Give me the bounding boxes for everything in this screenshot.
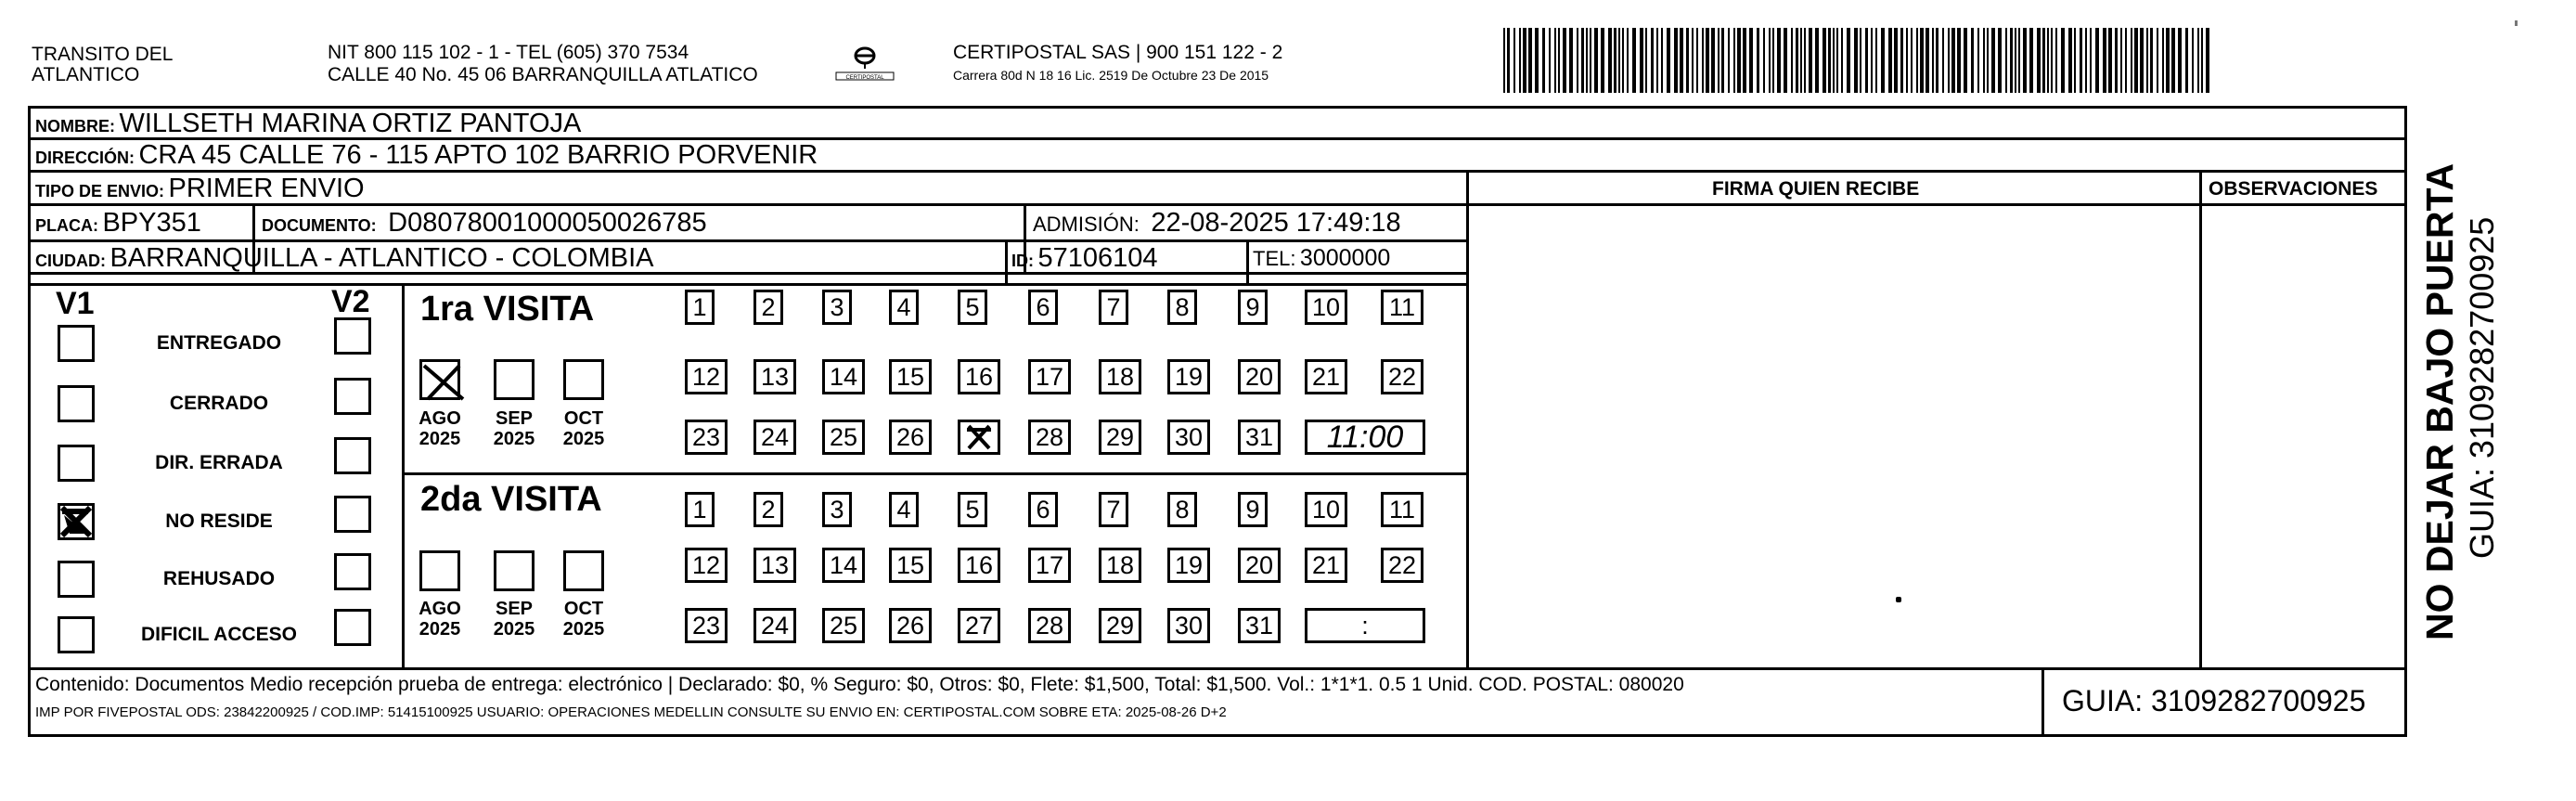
time-box[interactable]: 11:00 <box>1305 420 1425 455</box>
v1-checkbox[interactable] <box>58 445 95 482</box>
id-label: ID: <box>1011 252 1034 270</box>
status-option-label: CERRADO <box>169 393 269 414</box>
barcode-bar <box>1535 28 1539 93</box>
barcode-bar <box>2080 28 2082 93</box>
day-box[interactable]: 20 <box>1238 359 1281 394</box>
svg-text:CERTIPOSTAL: CERTIPOSTAL <box>845 75 884 81</box>
ciudad-value: BARRANQUILLA - ATLANTICO - COLOMBIA <box>109 243 654 273</box>
barcode-bar <box>1608 28 1612 93</box>
barcode-bar <box>1881 28 1885 93</box>
barcode-bar <box>1721 28 1724 93</box>
barcode-bar <box>2018 28 2020 93</box>
barcode-bar <box>1706 28 1709 93</box>
barcode-bar <box>1951 28 1955 93</box>
day-box[interactable]: 31 <box>1238 608 1281 643</box>
barcode-bar <box>1601 28 1604 93</box>
barcode-bar <box>2055 28 2057 93</box>
barcode-bar <box>1936 28 1938 93</box>
barcode-bar <box>1854 28 1858 93</box>
barcode-bar <box>1622 28 1624 93</box>
barcode-bar <box>1911 28 1913 93</box>
direccion-label: DIRECCIÓN: <box>35 149 135 167</box>
check-mark-icon <box>60 506 92 537</box>
day-box[interactable]: 16 <box>958 359 1000 394</box>
barcode-bar <box>1977 28 1979 93</box>
hand-mark-icon <box>965 422 993 452</box>
barcode-bar <box>1900 28 1903 93</box>
barcode-bar <box>1558 28 1560 93</box>
barcode-bar <box>2047 28 2049 93</box>
barcode-bar <box>2005 28 2007 93</box>
barcode-bar <box>1757 28 1759 93</box>
barcode-bar <box>1528 28 1532 93</box>
barcode-bar <box>1894 28 1898 93</box>
barcode-bar <box>2090 28 2092 93</box>
direccion-value: CRA 45 CALLE 76 - 115 APTO 102 BARRIO PORVENIR <box>138 140 818 170</box>
time-box[interactable]: : <box>1305 608 1425 643</box>
firma-header: FIRMA QUIEN RECIBE <box>1712 178 1920 200</box>
id-value: 57106104 <box>1037 243 1158 273</box>
barcode-bar <box>1513 28 1515 93</box>
barcode-bar <box>1523 28 1526 93</box>
day-box[interactable]: 19 <box>1167 359 1210 394</box>
day-box[interactable]: 23 <box>685 420 728 455</box>
month-checkbox[interactable] <box>419 359 460 400</box>
barcode-bar <box>1809 28 1812 93</box>
barcode-bar <box>1777 28 1781 93</box>
month-checkbox[interactable] <box>494 550 535 591</box>
stray-mark <box>1896 597 1901 602</box>
ciudad-row <box>35 243 654 274</box>
month-label: OCT 2025 <box>562 599 605 640</box>
id-row <box>1011 243 1157 274</box>
day-box[interactable]: 7 <box>1099 290 1128 325</box>
barcode-bar <box>1618 28 1620 93</box>
barcode-bar <box>1507 28 1510 93</box>
barcode-bar <box>2085 28 2087 93</box>
barcode-bar <box>2125 28 2127 93</box>
barcode-bar <box>1569 28 1573 93</box>
barcode-bar <box>1847 28 1850 93</box>
tel-label: TEL: <box>1253 247 1296 270</box>
v1-checkbox[interactable] <box>58 385 95 422</box>
day-box[interactable]: 23 <box>685 608 728 643</box>
month-label: AGO 2025 <box>419 408 461 449</box>
day-box[interactable]: 3 <box>822 492 852 527</box>
status-option-label: NO RESIDE <box>165 510 273 532</box>
v2-checkbox[interactable] <box>334 378 371 415</box>
month-checkbox[interactable] <box>419 550 460 591</box>
stray-mark-top <box>2515 20 2518 26</box>
barcode-bar <box>2131 28 2132 93</box>
barcode-bar <box>2103 28 2106 93</box>
barcode-bar <box>1971 28 1974 93</box>
barcode-bar <box>2023 28 2027 93</box>
org-name-line1: TRANSITO DEL <box>32 44 174 65</box>
day-box[interactable]: 8 <box>1167 290 1197 325</box>
barcode-bar <box>1651 28 1654 93</box>
barcode-bar <box>1871 28 1873 93</box>
barcode-bar <box>2150 28 2153 93</box>
barcode-bar <box>2146 28 2148 93</box>
footer-guia: GUIA: 3109282700925 <box>2062 684 2366 717</box>
month-label: SEP 2025 <box>493 599 535 640</box>
barcode-bar <box>1632 28 1636 93</box>
day-box[interactable]: 1 <box>685 492 715 527</box>
barcode-bar <box>1964 28 1967 93</box>
day-box[interactable]: 7 <box>1099 492 1128 527</box>
day-box[interactable]: 2 <box>753 492 783 527</box>
barcode-bar <box>2192 28 2194 93</box>
barcode-bar <box>1875 28 1877 93</box>
v1-checkbox[interactable] <box>58 561 95 598</box>
barcode-bar <box>1696 28 1698 93</box>
certipostal-logo <box>832 37 897 84</box>
day-box[interactable]: 5 <box>958 290 987 325</box>
day-box[interactable]: 14 <box>822 359 865 394</box>
barcode-bar <box>1645 28 1647 93</box>
day-box[interactable]: 10 <box>1305 492 1347 527</box>
barcode-bar <box>2029 28 2033 93</box>
day-box[interactable]: 27 <box>958 608 1000 643</box>
v2-checkbox[interactable] <box>334 553 371 590</box>
v1-checkbox[interactable] <box>58 325 95 362</box>
barcode-bar <box>1916 28 1918 93</box>
barcode-bar <box>1661 28 1663 93</box>
barcode-bar <box>1549 28 1551 93</box>
documento-label: DOCUMENTO: <box>262 216 377 235</box>
barcode-bar <box>2042 28 2045 93</box>
barcode-bar <box>1542 28 1545 93</box>
status-option-label: DIR. ERRADA <box>155 452 283 473</box>
org-name-line2: ATLANTICO <box>32 64 140 85</box>
barcode-bar <box>2157 28 2158 93</box>
barcode-bar <box>1563 28 1566 93</box>
tel-value: 3000000 <box>1299 245 1391 271</box>
barcode-bar <box>1702 28 1704 93</box>
footer-contenido: Contenido: Documentos Medio recepción prueba de entrega: electrónico | Declarado: $0, % Seguro: $0, Otros: $0, Flete: $1,500, Total: $1,500. Vol.: 1*1*1. 0.5 1 Unid. COD. POSTAL: 080020 <box>35 674 1684 695</box>
day-box[interactable]: 10 <box>1305 290 1347 325</box>
barcode-bar <box>2178 28 2182 93</box>
barcode-bar <box>2197 28 2199 93</box>
barcode-bar <box>2162 28 2164 93</box>
day-box[interactable]: 11 <box>1381 492 1423 527</box>
tipo-value: PRIMER ENVIO <box>168 174 365 203</box>
barcode-bar <box>2095 28 2099 93</box>
barcode-bar <box>1674 28 1678 93</box>
barcode-bar <box>1614 28 1616 93</box>
day-box[interactable]: 31 <box>1238 420 1281 455</box>
day-box[interactable]: 1 <box>685 290 715 325</box>
first-visit-title: 1ra VISITA <box>420 290 595 329</box>
day-box[interactable]: 30 <box>1167 608 1210 643</box>
barcode-bar <box>1860 28 1861 93</box>
direccion-row <box>35 140 818 171</box>
v2-header: V2 <box>331 284 370 319</box>
day-box[interactable]: 17 <box>1028 359 1071 394</box>
barcode-bar <box>1590 28 1591 93</box>
day-box[interactable] <box>958 420 1000 455</box>
admision-value: 22-08-2025 17:49:18 <box>1151 208 1401 238</box>
barcode-bar <box>2134 28 2138 93</box>
barcode-bar <box>1519 28 1521 93</box>
tipo-label: TIPO DE ENVIO: <box>35 182 165 200</box>
v2-checkbox[interactable] <box>334 317 371 355</box>
barcode-bar <box>1791 28 1793 93</box>
status-option-label: DIFICIL ACCESO <box>140 624 297 645</box>
nombre-label: NOMBRE: <box>35 117 115 136</box>
month-label: OCT 2025 <box>562 408 605 449</box>
day-box[interactable]: 18 <box>1099 548 1141 583</box>
day-box[interactable]: 22 <box>1381 359 1423 394</box>
barcode-bar <box>1577 28 1578 93</box>
barcode-bar <box>1926 28 1929 93</box>
day-box[interactable]: 6 <box>1028 290 1058 325</box>
barcode-bar <box>2051 28 2053 93</box>
barcode-bar <box>1957 28 1961 93</box>
side-warning: NO DEJAR BAJO PUERTA <box>2418 162 2461 640</box>
day-box[interactable]: 25 <box>822 608 865 643</box>
day-box[interactable]: 17 <box>1028 548 1071 583</box>
license-line: Carrera 80d N 18 16 Lic. 2519 De Octubre 23 De 2015 <box>953 68 1269 83</box>
barcode-bar <box>2206 28 2209 93</box>
day-box[interactable]: 6 <box>1028 492 1058 527</box>
day-box[interactable]: 4 <box>889 492 919 527</box>
barcode-bar <box>1948 28 1950 93</box>
barcode-bar <box>1680 28 1683 93</box>
day-box[interactable]: 20 <box>1238 548 1281 583</box>
day-box[interactable]: 15 <box>889 359 932 394</box>
side-guia: GUIA: 3109282700925 <box>2463 216 2501 559</box>
barcode-bar <box>1888 28 1892 93</box>
barcode-bar <box>1737 28 1741 93</box>
form-frame <box>28 106 2407 737</box>
day-box[interactable]: 22 <box>1381 548 1423 583</box>
barcode-bar <box>1796 28 1798 93</box>
day-box[interactable]: 29 <box>1099 420 1141 455</box>
barcode-bar <box>1586 28 1588 93</box>
barcode-bar <box>1800 28 1802 93</box>
barcode-bar <box>2108 28 2112 93</box>
day-box[interactable]: 25 <box>822 420 865 455</box>
barcode-bar <box>1763 28 1765 93</box>
day-box[interactable]: 24 <box>753 420 796 455</box>
month-checkbox[interactable] <box>494 359 535 400</box>
barcode-bar <box>1991 28 1995 93</box>
v1-checkbox[interactable] <box>58 616 95 653</box>
barcode-bar <box>1772 28 1774 93</box>
day-box[interactable]: 9 <box>1238 492 1268 527</box>
barcode-bar <box>1836 28 1838 93</box>
barcode-bar <box>1769 28 1771 93</box>
barcode-bar <box>1833 28 1835 93</box>
barcode-bar <box>1784 28 1787 93</box>
day-box[interactable]: 26 <box>889 420 932 455</box>
barcode-bar <box>2068 28 2072 93</box>
barcode-bar <box>2115 28 2118 93</box>
day-box[interactable]: 29 <box>1099 608 1141 643</box>
day-box[interactable]: 16 <box>958 548 1000 583</box>
status-option-label: REHUSADO <box>162 568 276 589</box>
day-box[interactable]: 11 <box>1381 290 1423 325</box>
barcode-bar <box>1718 28 1719 93</box>
placa-label: PLACA: <box>35 216 98 235</box>
day-box[interactable]: 2 <box>753 290 783 325</box>
v1-checkbox[interactable] <box>58 503 95 540</box>
admision-row <box>1033 208 1401 239</box>
barcode-bar <box>1841 28 1843 93</box>
barcode-bar <box>1728 28 1730 93</box>
day-box[interactable]: 12 <box>685 359 728 394</box>
nombre-row <box>35 109 581 139</box>
barcode-bar <box>1667 28 1670 93</box>
barcode-bar <box>1983 28 1985 93</box>
ciudad-label: CIUDAD: <box>35 252 106 270</box>
day-box[interactable]: 13 <box>753 359 796 394</box>
barcode-bar <box>1692 28 1694 93</box>
barcode-bar <box>1686 28 1689 93</box>
barcode-bar <box>1594 28 1598 93</box>
v2-checkbox[interactable] <box>334 437 371 474</box>
barcode-bar <box>1627 28 1629 93</box>
barcode-bar <box>1554 28 1556 93</box>
barcode-bar <box>2171 28 2175 93</box>
day-box[interactable]: 30 <box>1167 420 1210 455</box>
barcode-bar <box>1733 28 1735 93</box>
nit-line: NIT 800 115 102 - 1 - TEL (605) 370 7534 <box>328 42 689 63</box>
barcode-bar <box>2037 28 2041 93</box>
nombre-value: WILLSETH MARINA ORTIZ PANTOJA <box>119 109 582 138</box>
tipo-row <box>35 174 365 204</box>
day-box[interactable]: 18 <box>1099 359 1141 394</box>
month-label: AGO 2025 <box>419 599 461 640</box>
admision-label: ADMISIÓN: <box>1033 213 1140 236</box>
barcode-bar <box>2120 28 2122 93</box>
barcode-bar <box>1932 28 1934 93</box>
day-box[interactable]: 28 <box>1028 420 1071 455</box>
barcode-bar <box>1815 28 1819 93</box>
barcode-bar <box>1987 28 1989 93</box>
address-line: CALLE 40 No. 45 06 BARRANQUILLA ATLATICO <box>328 64 758 85</box>
barcode-bar <box>1823 28 1826 93</box>
day-box[interactable]: 15 <box>889 548 932 583</box>
month-checkbox[interactable] <box>563 550 604 591</box>
day-box[interactable]: 21 <box>1305 548 1347 583</box>
day-box[interactable]: 8 <box>1167 492 1197 527</box>
day-box[interactable]: 5 <box>958 492 987 527</box>
day-box[interactable]: 4 <box>889 290 919 325</box>
barcode-bar <box>1804 28 1806 93</box>
v2-checkbox[interactable] <box>334 496 371 533</box>
barcode-bar <box>1656 28 1658 93</box>
day-box[interactable]: 24 <box>753 608 796 643</box>
barcode-bar <box>1503 28 1505 93</box>
check-mark-icon <box>422 362 469 403</box>
second-visit-title: 2da VISITA <box>420 480 602 519</box>
day-box[interactable]: 14 <box>822 548 865 583</box>
barcode-bar <box>2074 28 2076 93</box>
month-label: SEP 2025 <box>493 408 535 449</box>
barcode-bar <box>1828 28 1831 93</box>
barcode-bar <box>1920 28 1924 93</box>
day-box[interactable]: 28 <box>1028 608 1071 643</box>
placa-value: BPY351 <box>102 208 201 238</box>
status-option-label: ENTREGADO <box>156 332 282 354</box>
day-box[interactable]: 3 <box>822 290 852 325</box>
barcode-bar <box>2061 28 2065 93</box>
documento-row <box>262 208 707 239</box>
day-box[interactable]: 13 <box>753 548 796 583</box>
barcode-bar <box>2015 28 2016 93</box>
v2-checkbox[interactable] <box>334 609 371 646</box>
barcode-bar <box>1749 28 1753 93</box>
day-box[interactable]: 19 <box>1167 548 1210 583</box>
day-box[interactable]: 26 <box>889 608 932 643</box>
barcode-bar <box>1711 28 1715 93</box>
barcode-bar <box>1942 28 1944 93</box>
barcode-bar <box>1998 28 2002 93</box>
barcode-bar <box>2166 28 2170 93</box>
barcode-bar <box>1906 28 1908 93</box>
day-box[interactable]: 12 <box>685 548 728 583</box>
barcode-bar <box>2140 28 2144 93</box>
v1-header: V1 <box>56 286 95 321</box>
documento-value: D08078001000050026785 <box>388 208 707 238</box>
company-line: CERTIPOSTAL SAS | 900 151 122 - 2 <box>953 42 1283 63</box>
barcode-bar <box>1865 28 1868 93</box>
barcode-bar <box>1581 28 1584 93</box>
barcode-bar <box>1640 28 1643 93</box>
month-checkbox[interactable] <box>563 359 604 400</box>
barcode-bar <box>2185 28 2188 93</box>
barcode-bar <box>2010 28 2013 93</box>
footer-imp: IMP POR FIVEPOSTAL ODS: 23842200925 / COD.IMP: 51415100925 USUARIO: OPERACIONES MEDELLIN CONSULTE SU ENVIO EN: CERTIPOSTAL.COM SOBRE ETA: 2025-08-26 D+2 <box>35 704 1227 720</box>
day-box[interactable]: 9 <box>1238 290 1268 325</box>
barcode-bar <box>1743 28 1746 93</box>
placa-row <box>35 208 201 239</box>
observaciones-header: OBSERVACIONES <box>2209 178 2378 200</box>
day-box[interactable]: 21 <box>1305 359 1347 394</box>
barcode-bar <box>2201 28 2203 93</box>
barcode <box>1503 28 2218 93</box>
